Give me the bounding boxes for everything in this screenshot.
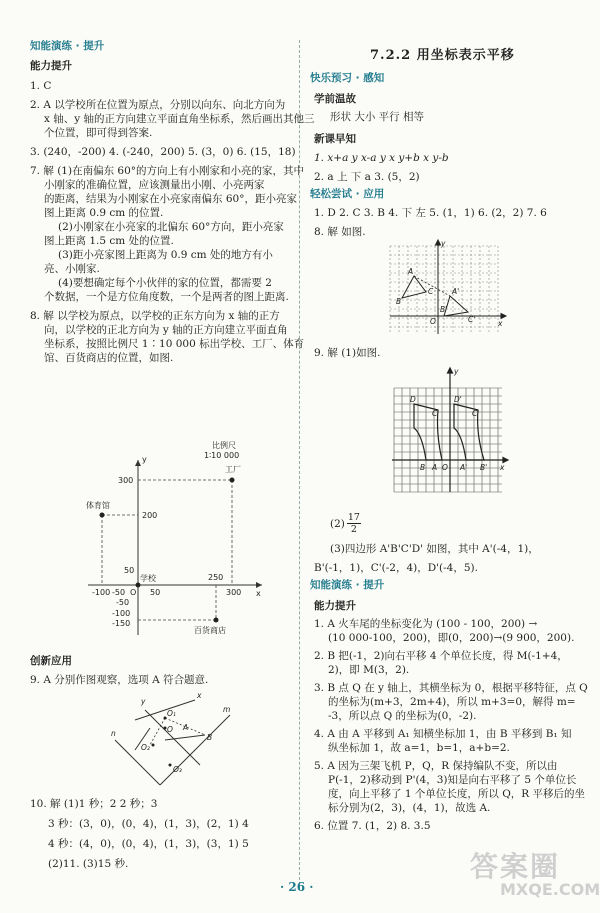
- review-title: 学前温故: [314, 93, 356, 105]
- review-line: 形状 大小 平行 相等: [330, 111, 425, 123]
- store-label: 百货商店: [194, 626, 226, 635]
- answer-line: 图上距离 0.9 cm 的位置.: [44, 207, 164, 219]
- q9-part3: (3)四边形 A'B'C'D' 如图，其中 A'(-4，1)，: [330, 543, 539, 555]
- answer-line: 7. 解 (1)在南偏东 60°的方向上有小刚家和小亮的家，其中: [30, 165, 305, 177]
- gym-point: [100, 513, 105, 518]
- x-arrow-icon: [256, 582, 262, 588]
- left-answer-block: [30, 79, 315, 365]
- drill-block: [314, 617, 594, 833]
- answer-line: 10. 解 (1)1 秒；2 2 秒；3: [30, 798, 158, 810]
- answer-line: 6. 位置 7. (1，2) 8. 3.5: [314, 820, 431, 832]
- grid-label: B: [420, 463, 426, 472]
- fig-label: O₃: [173, 765, 182, 774]
- grid-label: D': [454, 395, 462, 404]
- q9-answer: 9. A 分别作图观察，选项 A 符合题意.: [30, 674, 209, 686]
- grid-label: C: [428, 287, 434, 296]
- fig-label: x: [197, 691, 202, 700]
- y-tick-label: -150: [112, 619, 131, 628]
- q9-figure: [105, 690, 245, 790]
- grid-label: x: [498, 319, 503, 328]
- answer-line: 4. A 由 A 平移到 A₁ 知横坐标加 1，由 B 平移到 B₁ 知: [314, 728, 572, 740]
- store-point: [214, 618, 219, 623]
- fig-label: m: [223, 705, 231, 714]
- fig-label: B: [207, 733, 213, 742]
- q8-grid-figure: [388, 236, 508, 336]
- answer-line: P(-1，2)移动到 P'(4，3)知是向右平移了 5 个单位长: [328, 774, 577, 786]
- new-line: 2. a 上 下 a 3. (5，2): [314, 171, 420, 183]
- grid-label: B: [396, 297, 402, 306]
- drill-ability-title: 能力提升: [314, 600, 356, 612]
- q9-head: 9. 解 (1)如图.: [314, 347, 381, 359]
- grid-label: C': [468, 315, 476, 324]
- answer-line: 小刚家的准确位置，应该测量出小刚、小亮两家: [44, 179, 265, 191]
- answer-line: 3. B 点 Q 在 y 轴上，其横坐标为 0，根据平移特征，点 Q: [314, 682, 588, 694]
- fig-label: O: [167, 725, 173, 734]
- scale-value: 1∶10 000: [204, 451, 240, 460]
- answer-line: (2)11. (3)15 秒.: [48, 858, 129, 870]
- q10-block: [30, 797, 295, 871]
- answer-line: 标分别为(2，3)，(4，1)，故选 A.: [328, 802, 491, 814]
- answer-line: 1. C: [30, 80, 52, 92]
- grid-label: A': [452, 287, 460, 296]
- y-tick-label: -50: [116, 598, 130, 607]
- try-line: 8. 解 如图.: [314, 226, 366, 238]
- answer-line: 3. (240，-200) 4. (-240，200) 5. (3，0) 6. (15，18): [30, 146, 296, 158]
- answer-line: 个数据，一个是方位角度数，一个是两者的图上距离.: [44, 291, 289, 303]
- school-coordinate-figure: [80, 440, 270, 640]
- y-tick-label: -100: [112, 609, 131, 618]
- q9-grid-figure: [392, 364, 510, 494]
- answer-line: 3 秒：(3，0)，(0，4)，(1，3)，(2，1) 4: [48, 818, 249, 830]
- fraction-denominator: 2: [350, 524, 357, 535]
- grid-label: C': [472, 409, 480, 418]
- fig-label: y: [141, 697, 146, 706]
- y-tick-label: 300: [118, 476, 134, 485]
- answer-line: (4)要想确定每个小伙伴的家的位置，都需要 2: [58, 277, 272, 289]
- new-title: 新课早知: [314, 133, 356, 145]
- grid-label: O: [430, 317, 436, 326]
- answer-line: 1. A 火车尾的坐标变化为 (100 - 100，200) →: [314, 618, 538, 630]
- lesson-title: 7.2.2 用坐标表示平移: [370, 48, 515, 63]
- grid-label: A: [408, 267, 414, 276]
- q9-part2: [330, 512, 361, 535]
- fig-label: n: [111, 729, 116, 738]
- page-number: · 26 ·: [280, 880, 314, 894]
- grid-label: y: [454, 367, 459, 376]
- answer-line: x 轴、y 轴的正方向建立平面直角坐标系，然后画出其他三: [44, 113, 315, 125]
- answer-line: 纵坐标加 1，故 a=1，b=1，a+b=2.: [328, 742, 510, 754]
- y-tick-label: 50: [124, 566, 135, 575]
- answer-line: 个位置，即可得到答案.: [44, 127, 153, 139]
- answer-line: 亮、小刚家.: [44, 263, 100, 275]
- y-arrow-icon: [135, 460, 141, 466]
- left-ability-title: 能力提升: [30, 60, 72, 72]
- drill-header: 知能演练 · 提升: [310, 579, 385, 591]
- scale-label: 比例尺: [212, 441, 236, 450]
- answer-line: 2. B 把(-1，2)向右平移 4 个单位长度，得 M(-1+4，: [314, 650, 568, 662]
- try-header: 轻松尝试 · 应用: [310, 188, 385, 200]
- x-tick-label: -100: [92, 588, 111, 597]
- answer-line: 馆、百货商店的位置，如图.: [44, 352, 174, 364]
- innovation-title: 创新应用: [30, 655, 72, 667]
- answer-line: (3)距小亮家图上距离为 0.9 cm 处的地方有小: [58, 249, 273, 261]
- grid-label: O: [442, 463, 448, 472]
- grid-label: C: [432, 409, 438, 418]
- grid-label: D: [410, 395, 416, 404]
- answer-line: 8. 解 以学校为原点，以学校的正东方向为 x 轴的正方: [30, 310, 280, 322]
- y-axis-label: y: [142, 455, 147, 464]
- factory-point: [230, 478, 235, 483]
- fig-label: O₁: [167, 709, 176, 718]
- answer-line: 2)，即 M(3，2).: [328, 664, 410, 676]
- answer-line: 4 秒：(4，0)，(0，4)，(1，3)，(3，1) 5: [48, 838, 249, 850]
- x-axis-label: x: [256, 589, 261, 598]
- fraction: [347, 512, 361, 535]
- x-tick-label: 50: [150, 588, 161, 597]
- grid-label: x: [500, 463, 505, 472]
- watermark-logo: 答案圈: [470, 850, 561, 883]
- q9-part2-prefix: (2): [330, 517, 345, 530]
- school-point: [136, 583, 141, 588]
- grid-label: A: [432, 463, 438, 472]
- left-section-header: 知能演练 · 提升: [30, 40, 105, 52]
- fig-label: A: [183, 723, 189, 732]
- answer-line: -3，所以点 Q 的坐标为(0，-2).: [328, 710, 477, 722]
- answer-line: (10 000-100，200)，即(0，200)→(9 900，200).: [328, 632, 575, 644]
- fraction-numerator: 17: [347, 512, 360, 523]
- preview-header: 快乐预习 · 感知: [310, 72, 385, 84]
- answer-line: 度，向上平移了 1 个单位长度，所以 Q，R 平移后的坐: [328, 788, 586, 800]
- x-tick-label: 250: [208, 573, 224, 582]
- x-tick-label: 300: [226, 588, 242, 597]
- answer-line: 的距离，结果为小刚家在小亮家南偏东 60°，距小亮家: [44, 193, 297, 205]
- gym-label: 体育馆: [86, 501, 110, 510]
- answer-line: 坐标系，按照比例尺 1∶10 000 标出学校、工厂、体育: [44, 338, 305, 350]
- grid-label: A': [460, 463, 468, 472]
- y-tick-label: 200: [142, 511, 158, 520]
- fig-label: O₂: [141, 743, 150, 752]
- answer-line: 5. A 因为三架飞机 P，Q，R 保持编队不变，所以由: [314, 760, 558, 772]
- x-tick-label: -50: [112, 588, 126, 597]
- try-line: 1. D 2. C 3. B 4. 下 左 5. (1，1) 6. (2，2) 7. 6: [314, 207, 547, 219]
- q9-part3: B'(-1，1)，C'(-2，4)，D'(-4，5).: [314, 562, 478, 574]
- answer-line: 2. A 以学校所在位置为原点，分别以向东、向北方向为: [30, 99, 286, 111]
- x-tick-label: O: [130, 588, 137, 597]
- answer-line: (2)小刚家在小亮家的北偏东 60°方向，距小亮家: [58, 221, 284, 233]
- watermark-url: MXQE.COM: [500, 880, 600, 899]
- school-label: 学校: [140, 574, 156, 583]
- grid-label: y: [441, 239, 446, 248]
- answer-line: 向，以学校的正北方向为 y 轴的正方向建立平面直角: [44, 324, 288, 336]
- answer-line: 图上距离 1.5 cm 处的位置.: [44, 235, 174, 247]
- grid-label: B': [480, 463, 488, 472]
- answer-line: 的坐标为(m+3，2m+4)，所以 m+3=0，解得 m=: [328, 696, 576, 708]
- new-line: 1. x+a y x-a y x y+b x y-b: [314, 152, 449, 164]
- grid-label: B': [440, 305, 448, 314]
- factory-label: 工厂: [225, 465, 241, 474]
